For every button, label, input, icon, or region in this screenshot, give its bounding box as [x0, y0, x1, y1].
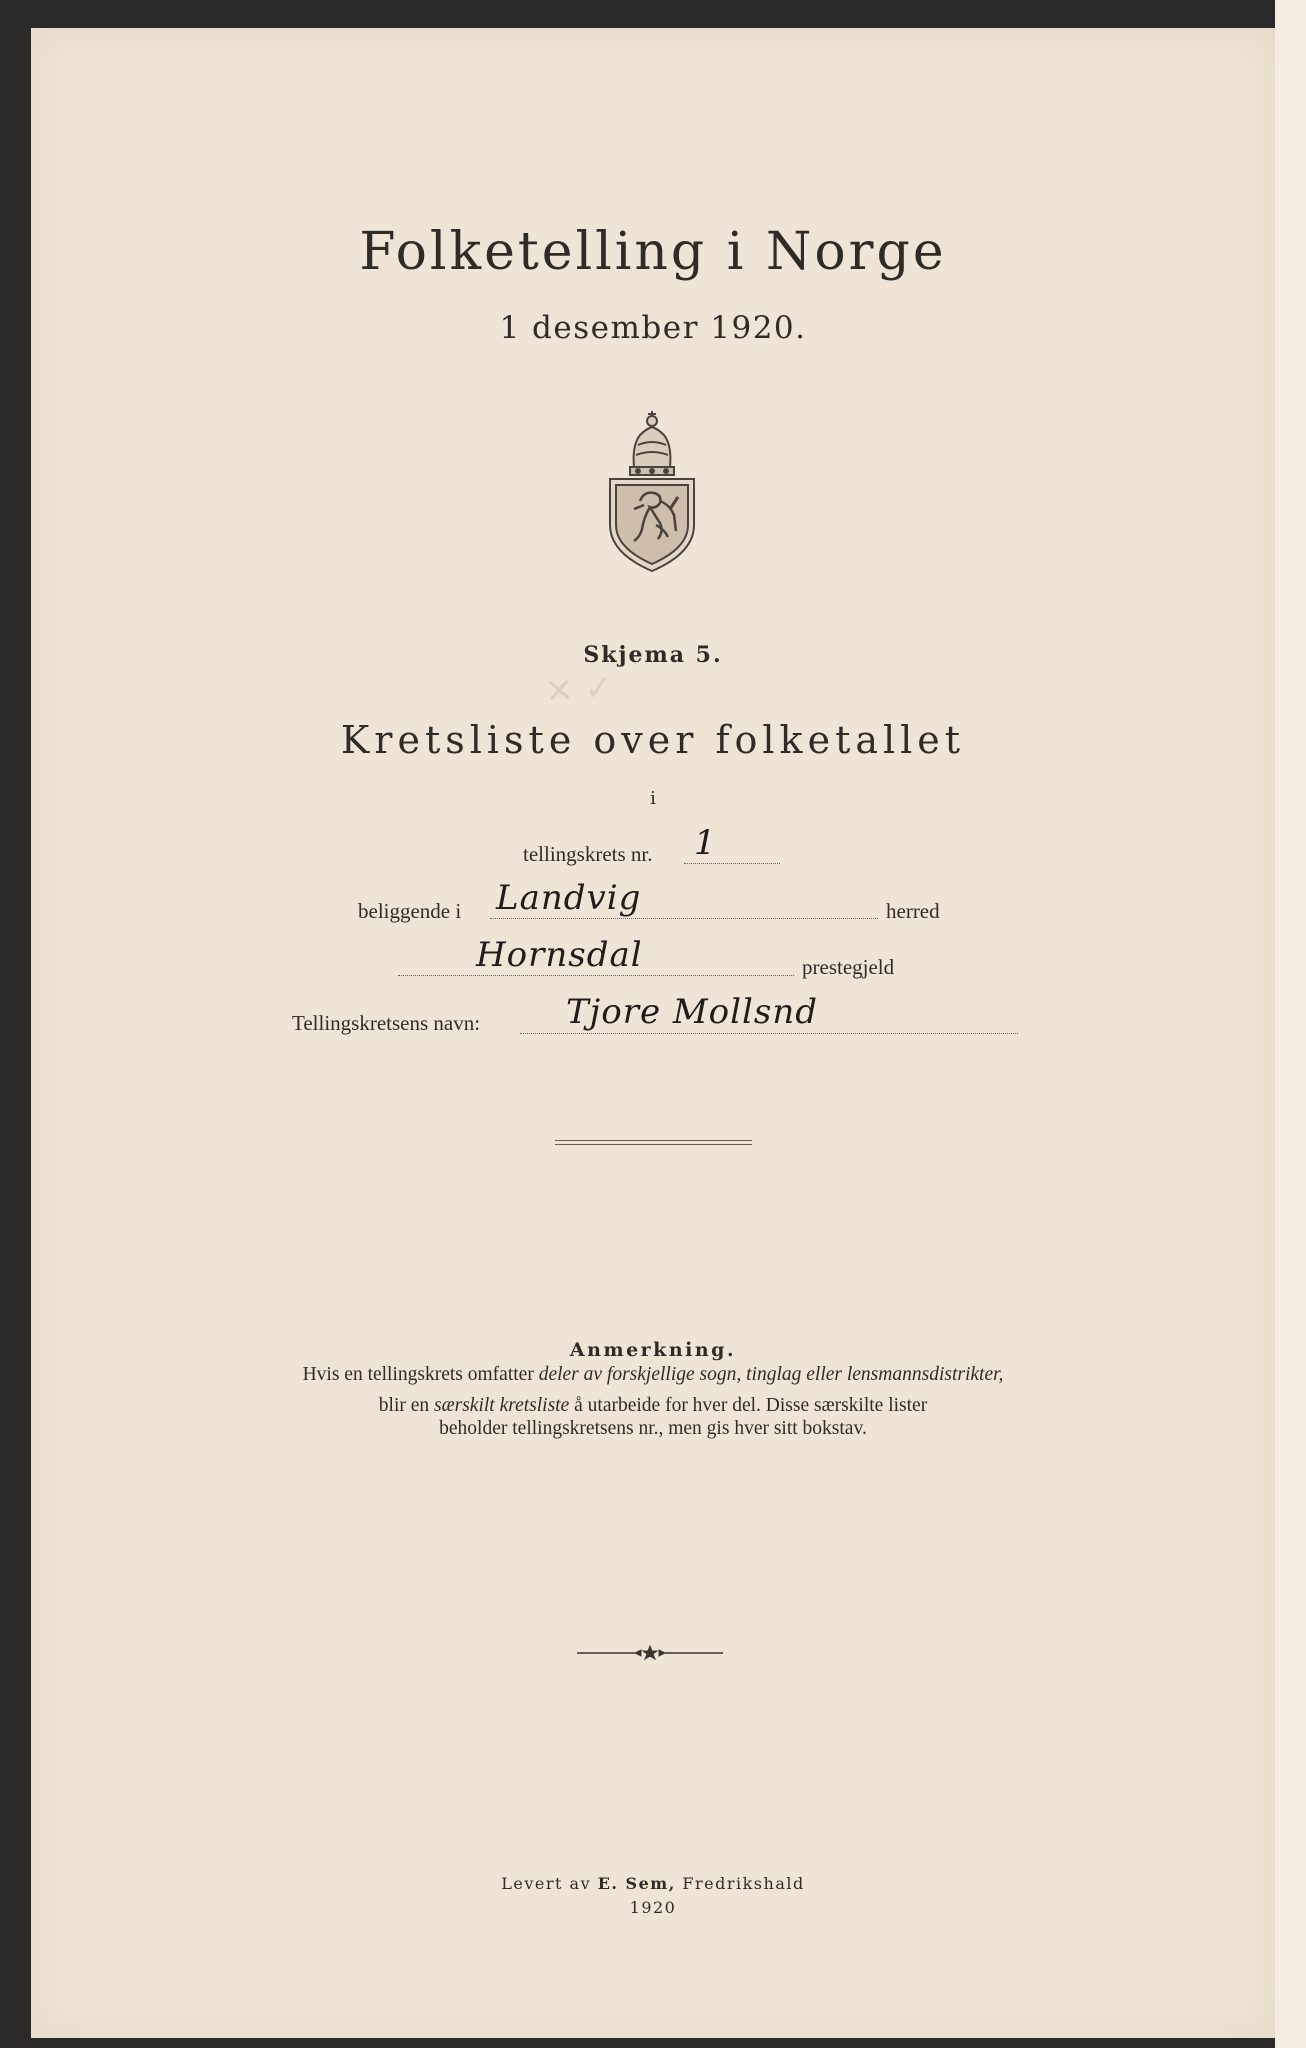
district-number-value: 1	[694, 823, 717, 863]
faint-pencil-mark: ✕ ✓	[543, 667, 615, 713]
census-date: 1 desember 1920.	[499, 310, 807, 346]
note-text: blir en	[378, 1395, 435, 1416]
printer-prefix: Levert av	[501, 1874, 598, 1893]
parish-value: Hornsdal	[476, 935, 643, 975]
district-number-label: tellingskrets nr.	[523, 842, 653, 866]
schema-label: Skjema 5.	[583, 642, 723, 668]
district-name-line	[520, 1033, 1018, 1034]
note-heading: Anmerkning.	[569, 1339, 737, 1361]
located-in-value: Landvig	[496, 878, 642, 918]
document-title: Folketelling i Norge	[359, 222, 947, 282]
parish-label: prestegjeld	[802, 955, 895, 979]
note-text: å utarbeide for hver del. Disse særskilte lister	[569, 1395, 928, 1416]
divider-rule	[555, 1140, 752, 1141]
printer-place: Fredrikshald	[675, 1874, 805, 1893]
form-heading: Kretsliste over folketallet	[340, 718, 966, 762]
connector-word: i	[650, 788, 656, 809]
note-emphasis: særskilt kretsliste	[434, 1395, 570, 1416]
scan-margin	[1275, 0, 1306, 2048]
note-text: Hvis en tellingskrets omfatter	[302, 1364, 539, 1385]
note-line-1	[0, 1364, 1306, 1386]
ornament-divider-icon	[575, 1643, 725, 1663]
divider-rule	[555, 1144, 752, 1145]
parish-line	[398, 975, 794, 976]
district-name-label: Tellingskretsens navn:	[292, 1011, 481, 1035]
printer-name: E. Sem,	[597, 1874, 676, 1893]
located-in-label: beliggende i	[358, 899, 462, 923]
located-in-line	[490, 918, 878, 919]
print-year: 1920	[629, 1898, 677, 1917]
printer-credit	[0, 1874, 1306, 1893]
district-name-value: Tjore Mollsnd	[566, 992, 819, 1032]
note-line-2	[0, 1395, 1306, 1417]
district-number-line	[684, 863, 780, 864]
note-emphasis: deler av forskjellige sogn, tinglag eller lensmannsdistrikter,	[538, 1364, 1004, 1385]
note-line-3: beholder tellingskretsens nr., men gis hver sitt bokstav.	[439, 1418, 867, 1439]
norwegian-coat-of-arms-icon	[604, 405, 700, 575]
herred-label: herred	[886, 899, 940, 923]
